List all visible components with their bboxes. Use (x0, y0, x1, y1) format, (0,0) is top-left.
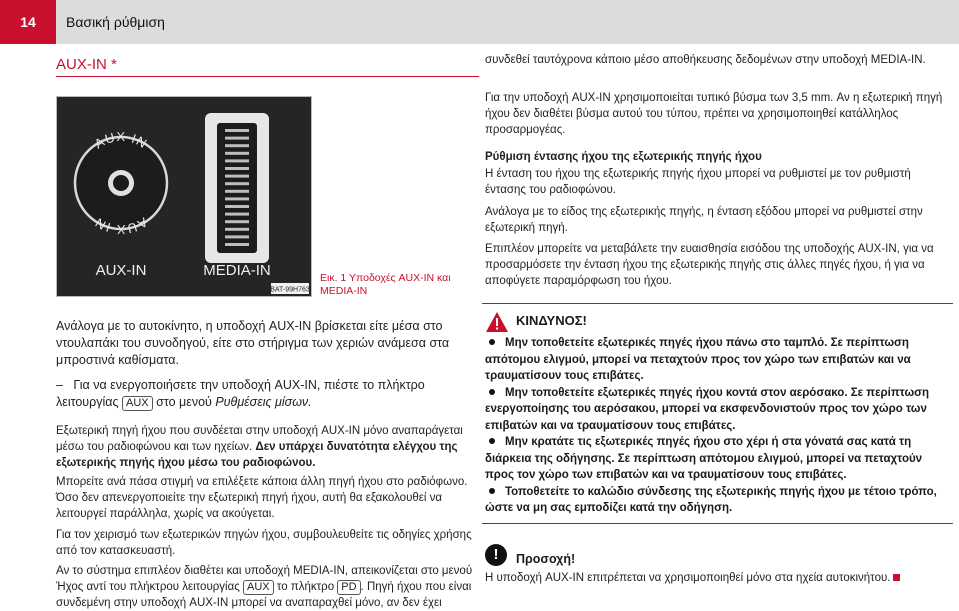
danger-item (485, 335, 949, 385)
figure-caption-text: Υποδοχές AUX-IN και MEDIA-IN (320, 272, 451, 297)
aux-in-label: AUX-IN (95, 262, 147, 279)
instruction-step (56, 377, 478, 411)
paragraph-source: Μπορείτε ανά πάσα στιγμή να επιλέξετε κάποια άλλη πηγή ήχου στο ραδιόφωνο. Όσο δεν απενεργοποιείτε την εξωτερική πηγή ήχου, αυτή θα εξακολουθεί να λειτουργεί παράλληλα, χωρίς να ακούγεται. (56, 476, 468, 520)
page-number: 14 (0, 0, 56, 44)
connector-pin (225, 190, 249, 193)
connector-pin (225, 197, 249, 200)
step-dash: – (56, 378, 63, 392)
danger-list (485, 335, 949, 517)
right-paragraph-2: Για την υποδοχή AUX-IN χρησιμοποιείται τυπικό βύσμα των 3,5 mm. Αν η εξωτερική πηγή ήχου δεν διαθέτει βύσμα αυτού του τύπου, πρέπει να χρησιμοποιηθεί κατάλληλος προσαρμογέας. (485, 92, 943, 136)
section-rule (56, 76, 479, 77)
section-title: AUX-IN * (56, 56, 117, 73)
danger-item-text: Μην κρατάτε τις εξωτερικές πηγές ήχου στο χέρι ή στα γόνατά σας κατά τη διάρκεια της οδήγησης. Σε περίπτωση απότομου ελιγμού, μπορεί να πεταχτούν προς τον χώρο των επιβατών και να τραυματίσουν τους επιβάτες. (485, 436, 923, 481)
paragraph-media-in (56, 563, 478, 611)
step-menu-name: Ρυθμέσεις μίσων. (215, 395, 312, 409)
connector-pin (225, 175, 249, 178)
sockets-illustration (57, 97, 311, 296)
bullet-icon (489, 438, 495, 444)
connector-pin (225, 137, 249, 140)
notice-title: Προσοχή! (516, 552, 576, 566)
danger-item-text: Μην τοποθετείτε εξωτερικές πηγές ήχου κοντά στον αερόσακο. Σε περίπτωση ενεργοποίησης του αερόσακου, μπορεί να εκσφενδονιστούν προς τον χώρο των επιβατών και να τραυματίσουν τους επιβάτες. (485, 386, 930, 432)
danger-item-text: Μην τοποθετείτε εξωτερικές πηγές ήχου πάνω στο ταμπλό. Σε περίπτωση απότομου ελιγμού, μπορεί να πεταχτούν προς τον χώρο των επιβατών και να τραυματίσουν τους επιβάτες. (485, 337, 911, 382)
paragraph-media-in-a: Αν το σύστημα επιπλέον διαθέτει και υποδοχή MEDIA-IN, απεικονίζεται στο μενού Ήχος αντί του πλήκτρου λειτουργίας (56, 565, 473, 593)
connector-pin (225, 159, 249, 162)
connector-pin (225, 213, 249, 216)
right-paragraph-5: Επιπλέον μπορείτε να μεταβάλετε την ευαισθησία εισόδου της υποδοχής AUX-IN, για να προσαρμόσετε την ένταση ήχου της εξωτερικής πηγής στις άλλες πηγές ήχου, ή για να αποφύγετε παραμόρφωση του ήχου. (485, 243, 934, 287)
aux-ring-label-top: AUX IN (91, 128, 151, 152)
connector-pin (225, 235, 249, 238)
danger-item (485, 434, 949, 484)
paragraph-media-in-c: . Πηγή ήχου που είναι συνδεμένη στην υποδοχή AUX-IN μπορεί να αναπαραχθεί μόνο, αν δεν έχει (56, 581, 472, 609)
connector-pin (225, 220, 249, 223)
connector-pin (225, 205, 249, 208)
step-text-b: στο μενού (156, 395, 212, 409)
aux-socket-hole-inner (113, 175, 129, 191)
figure-aux-media-in (56, 96, 312, 297)
danger-bottom-rule (482, 523, 953, 524)
red-square-icon (893, 574, 900, 581)
connector-pin (225, 129, 249, 132)
aux-ring-label-bottom: AUX IN (91, 214, 151, 238)
intro-paragraph: Ανάλογα με το αυτοκίνητο, η υποδοχή AUX-IN βρίσκεται είτε μέσα στο ντουλαπάκι του συνοδηγού, είτε στο στήριγμα των χεριών ανάμεσα στα μπροστινά καθίσματα. (56, 319, 450, 367)
right-paragraph-4: Ανάλογα με το είδος της εξωτερικής πηγής, η ένταση εξόδου μπορεί να ρυθμιστεί στην εξωτερική πηγή. (485, 206, 923, 234)
notice-text (485, 570, 900, 586)
connector-pin (225, 144, 249, 147)
paragraph-manual: Για τον χειρισμό των εξωτερικών πηγών ήχου, συμβουλευθείτε τις οδηγίες χρήσης από τον κατασκευαστή. (56, 529, 472, 557)
warning-triangle-icon (485, 311, 509, 333)
connector-pin (225, 182, 249, 185)
pd-key-label: PD (337, 580, 360, 595)
volume-subheading: Ρύθμιση έντασης ήχου της εξωτερικής πηγής ήχου (485, 151, 762, 163)
media-in-label: MEDIA-IN (203, 262, 271, 279)
figure-caption (320, 272, 480, 298)
danger-top-rule (482, 303, 953, 304)
connector-pin (225, 228, 249, 231)
connector-pin (225, 243, 249, 246)
paragraph-playback-b: Δεν υπάρχει δυνατότητα ελέγχου της εξωτερικής πηγής ήχου μέσω του ραδιοφώνου. (56, 441, 458, 469)
bullet-icon (489, 488, 495, 494)
bullet-icon (489, 389, 495, 395)
right-paragraph-3: Η ένταση του ήχου της εξωτερικής πηγής ήχου μπορεί να ρυθμιστεί με τον ρυθμιστή έντασης του ραδιοφώνου. (485, 168, 911, 196)
exclamation-circle-icon: ! (485, 544, 507, 566)
paragraph-playback-a: Εξωτερική πηγή ήχου που συνδέεται στην υποδοχή AUX-IN μόνο αναπαράγεται μέσω του ραδιοφώνου και των ηχείων. (56, 425, 463, 453)
chapter-title: Βασική ρύθμιση (66, 14, 165, 30)
right-paragraph-1: συνδεθεί ταυτόχρονα κάποιο μέσο αποθήκευσης δεδομένων στην υποδοχή MEDIA-IN. (485, 54, 926, 66)
danger-item-text: Τοποθετείτε το καλώδιο σύνδεσης της εξωτερικής πηγής ήχου με τέτοιο τρόπο, ώστε να μη σας εμποδίζει κατά την οδήγηση. (485, 485, 937, 514)
step-text-a: Για να ενεργοποιήσετε την υποδοχή AUX-IN, πιέστε το πλήκτρο λειτουργίας (56, 378, 425, 409)
paragraph-media-in-b: το πλήκτρο (276, 581, 335, 593)
aux-key-label: AUX (122, 396, 153, 411)
danger-item (485, 385, 949, 435)
connector-pin (225, 152, 249, 155)
danger-box (482, 303, 953, 524)
aux-key-label-2: AUX (243, 580, 274, 595)
paragraph-playback (56, 423, 478, 471)
bullet-icon (489, 339, 495, 345)
danger-item (485, 484, 949, 517)
media-in-slot (217, 123, 257, 253)
figure-caption-label: Εικ. 1 (320, 272, 347, 284)
danger-title: ΚΙΝΔΥΝΟΣ! (516, 313, 587, 328)
connector-pin (225, 167, 249, 170)
figure-code: BAT-99H763 (270, 286, 310, 294)
notice-text-content: Η υποδοχή AUX-IN επιτρέπεται να χρησιμοποιηθεί μόνο στα ηχεία αυτοκινήτου. (485, 572, 891, 584)
